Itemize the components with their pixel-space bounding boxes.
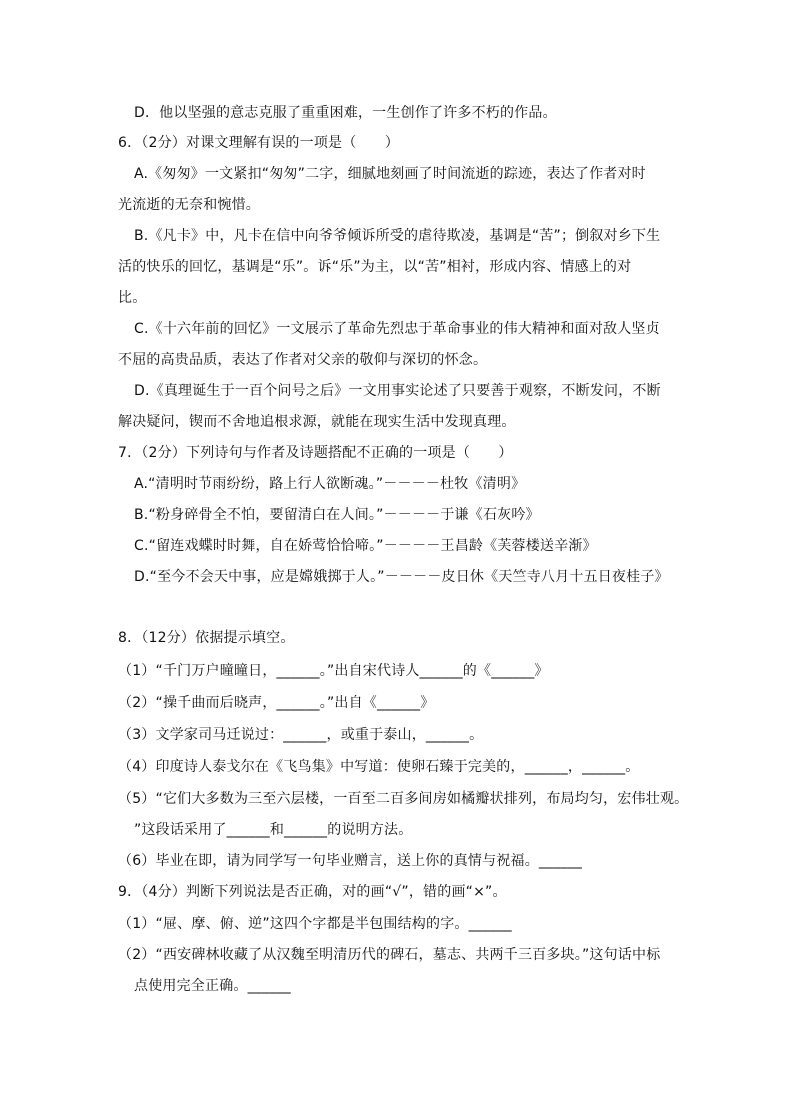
q8-item-5-line1: （5）“它们大多数为三至六层楼，一百至二百多间房如橘瓣状排列，布局均匀，宏伟壮观。 [118, 791, 689, 807]
q7-option-c: C.“留连戏蝶时时舞，自在娇莺恰恰啼。”－－－－王昌龄《芙蓉楼送辛渐》 [134, 538, 597, 554]
q8-item-2: （2）“操千曲而后晓声，______。”出自《______》 [118, 695, 435, 711]
q8-item-4: （4）印度诗人泰戈尔在《飞鸟集》中写道：使卵石臻于完美的，______，______。 [118, 759, 640, 775]
q6-option-a-line1: A.《匆匆》一文紧扣“匆匆”二字，细腻地刻画了时间流逝的踪迹，表达了作者对时 [134, 166, 646, 182]
q8-stem: 8．（12分）依据提示填空。 [118, 630, 295, 646]
q7-option-d: D.“至今不会天中事，应是嫦娥掷于人。”－－－－皮日休《天竺寺八月十五日夜桂子》 [134, 569, 669, 585]
q5-option-d: D．他以坚强的意志克服了重重困难，一生创作了许多不朽的作品。 [134, 105, 557, 121]
q9-item-1: （1）“屉、摩、俯、逆”这四个字都是半包围结构的字。______ [118, 916, 512, 932]
q8-item-6: （6）毕业在即，请为同学写一句毕业赠言，送上你的真情与祝福。______ [118, 853, 583, 869]
q6-option-b-line1: B.《凡卡》中，凡卡在信中向爷爷倾诉所受的虐待欺凌，基调是“苦”；倒叙对乡下生 [134, 228, 661, 244]
q8-item-1: （1）“千门万户曈曈日，______。”出自宋代诗人______的《______》 [118, 663, 549, 679]
q8-item-5-line2: ”这段话采用了______和______的说明方法。 [134, 822, 413, 838]
q9-stem: 9．（4分）判断下列说法是否正确，对的画“√”，错的画“×”。 [118, 884, 507, 900]
q6-option-d-line2: 解决疑问，锲而不舍地追根求源，就能在现实生活中发现真理。 [118, 414, 516, 430]
q8-item-3: （3）文学家司马迁说过：______，或重于泰山，______。 [118, 727, 484, 743]
q6-option-b-line2: 活的快乐的回忆，基调是“乐”。诉“乐”为主，以“苦”相衬，形成内容、情感上的对 [118, 259, 632, 275]
q6-stem: 6．（2分）对课文理解有误的一项是（ ） [118, 135, 400, 151]
q6-option-c-line2: 不屈的高贵品质，表达了作者对父亲的敬仰与深切的怀念。 [118, 352, 488, 368]
q6-option-b-line3: 比。 [118, 290, 147, 306]
q6-option-c-line1: C.《十六年前的回忆》一文展示了革命先烈忠于革命事业的伟大精神和面对敌人坚贞 [134, 321, 660, 337]
q7-option-b: B.“粉身碎骨全不怕，要留清白在人间。”－－－－于谦《石灰吟》 [134, 507, 540, 523]
q9-item-2-line1: （2）“西安碑林收藏了从汉魏至明清历代的碑石，墓志、共两千三百多块。”这句话中标 [118, 947, 661, 963]
q7-option-a: A.“清明时节雨纷纷，路上行人欲断魂。”－－－－杜牧《清明》 [134, 476, 526, 492]
q9-item-2-line2: 点使用完全正确。______ [134, 978, 291, 994]
q6-option-d-line1: D.《真理诞生于一百个问号之后》一文用事实论述了只要善于观察，不断发问，不断 [134, 383, 661, 399]
q6-option-a-line2: 光流逝的无奈和惋惜。 [118, 197, 260, 213]
q7-stem: 7．（2分）下列诗句与作者及诗题搭配不正确的一项是（ ） [118, 445, 513, 461]
